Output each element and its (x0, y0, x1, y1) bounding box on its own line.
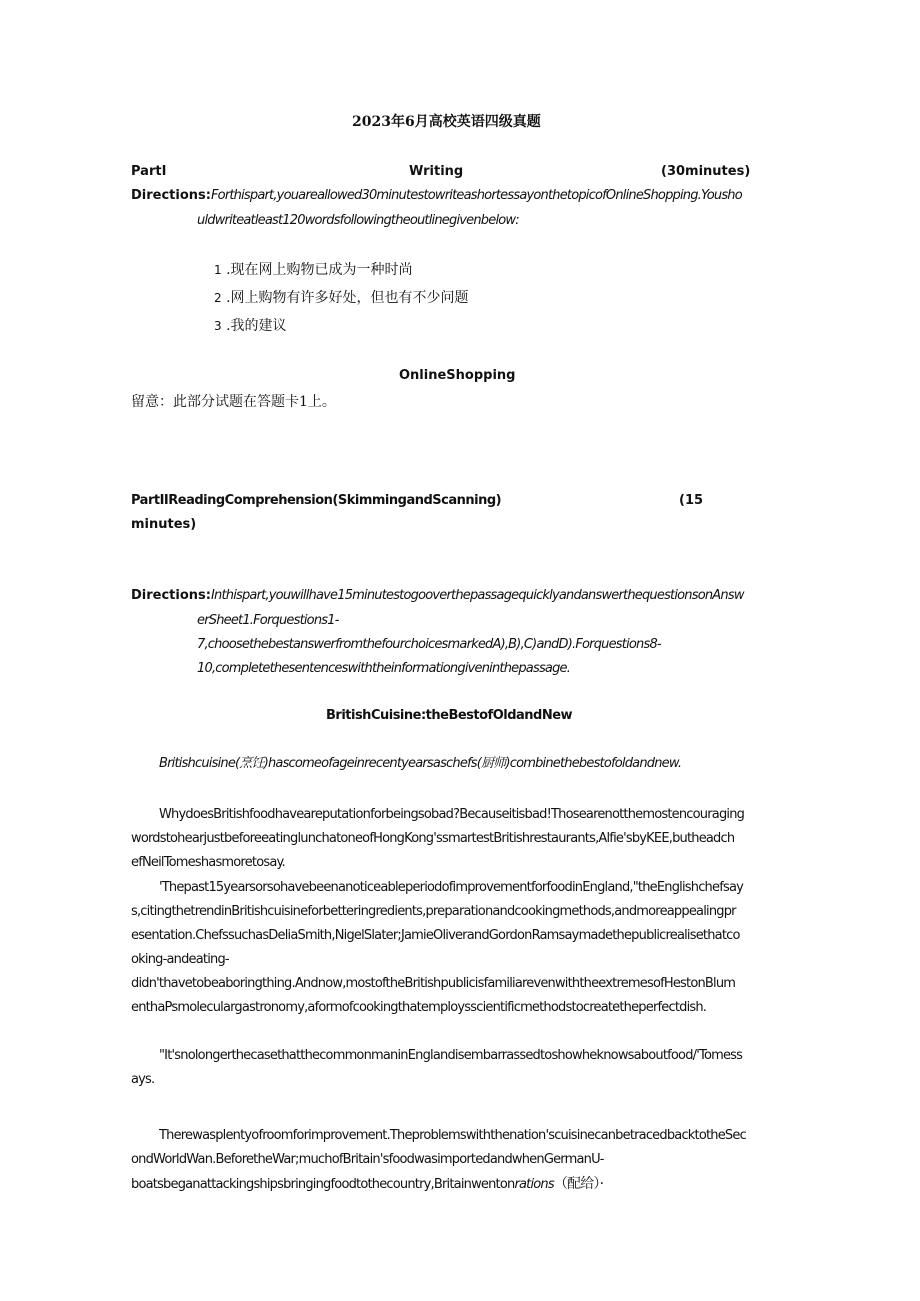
paragraph-2-line3: esentation.ChefssuchasDeliaSmith,NigelSlater;JamieOliverandGordonRamsaymadethepublicrealisethatco (131, 928, 740, 943)
part1-section: Writing (409, 164, 464, 179)
outline-num: 1 (214, 263, 222, 277)
outline-text: .现在网上购物已成为一种时尚 (226, 262, 413, 278)
part2-time-a: (15 (679, 493, 704, 508)
part1-directions-line2: uldwriteatleast120wordsfollowingtheoutlinegivenbelow: (197, 213, 519, 228)
outline-item-1 (214, 258, 413, 282)
passage-subtitle: Britishcuisine(烹饪)hascomeofageinrecentyearsaschefs(厨师)combinethebestofoldandnew. (159, 756, 682, 771)
part1-time: (30minutes) (661, 164, 751, 179)
essay-title: OnlineShopping (399, 368, 516, 383)
part2-directions-line4: 10,completethesentenceswiththeinformationgiveninthepassage. (197, 661, 571, 676)
page-title: 2023年6月高校英语四级真题 (352, 114, 541, 130)
outline-num: 2 (214, 291, 222, 305)
paragraph-2-line1: 'Thepast15yearsorsohavebeenanoticeableperiodofimprovementforfoodinEngland,"theEnglishchefsay (159, 880, 743, 895)
outline-num: 3 (214, 319, 222, 333)
outline-text: .网上购物有许多好处，但也有不少问题 (226, 290, 469, 306)
paragraph-1-line3: efNeilTomeshasmoretosay. (131, 855, 285, 870)
outline-item-3 (214, 314, 287, 338)
paragraph-1-line1: WhydoesBritishfoodhaveareputationforbeingsobad?Becauseitisbad!Thosearenotthemostencouraging (159, 807, 745, 822)
part2-directions-line3: 7,choosethebestanswerfromthefourchoicesmarkedA),B),C)andD).Forquestions8- (197, 637, 661, 652)
paragraph-1-line2: wordstohearjustbeforeeatinglunchatoneofHongKong'ssmartestBritishrestaurants,Alfie'sbyKEE,butheadch (131, 831, 735, 846)
part1-label: PartI (131, 164, 167, 179)
paragraph-4-line2: ondWorldWan.BeforetheWar;muchofBritain'sfoodwasimportedandwhenGermanU- (131, 1152, 604, 1167)
paragraph-3-line2: ays. (131, 1072, 155, 1087)
part2-heading: PartIIReadingComprehension(SkimmingandScanning) (131, 493, 502, 508)
rations-gloss: （配给）· (553, 1176, 604, 1192)
paragraph-4-line1: Therewasplentyofroomforimprovement.Theproblemswiththenation'scuisinecanbetracedbacktotheSec (159, 1128, 746, 1143)
directions-text: Inthispart,youwillhave15minutestogooverthepassagequicklyandanswerthequestionsonAnsw (210, 588, 744, 603)
passage-title: BritishCuisine:theBestofOldandNew (326, 708, 573, 723)
paragraph-3-line1: "It'snolongerthecasethatthecommonmaninEnglandisembarrassedtoshowheknowsaboutfood/'Tomess (159, 1048, 743, 1063)
outline-item-2 (214, 286, 469, 310)
paragraph-4-line3 (131, 1172, 603, 1197)
outline-text: .我的建议 (226, 318, 287, 334)
directions-label: Directions: (131, 588, 211, 603)
part2-directions-line2: erSheet1.Forquestions1- (197, 613, 339, 628)
paragraph-2-line4: oking-andeating- (131, 952, 229, 967)
part2-directions-line1 (131, 584, 744, 608)
part1-directions-line1 (131, 184, 742, 208)
directions-label: Directions: (131, 188, 211, 203)
paragraph-2-line6: enthaPsmoleculargastronomy,aformofcookingthatemploysscientificmethodstocreatetheperfectdish. (131, 1000, 707, 1015)
rations-term: rations (514, 1177, 554, 1192)
answer-sheet-note: 留意：此部分试题在答题卡1上。 (131, 394, 336, 410)
part2-time-b: minutes) (131, 517, 197, 532)
paragraph-2-line2: s,citingthetrendinBritishcuisineforbetteringredients,preparationandcookingmethods,andmoreappealingpr (131, 904, 736, 919)
paragraph-4-text: boatsbeganattackingshipsbringingfoodtothecountry,Britainwenton (131, 1177, 515, 1192)
directions-text: Forthispart,youareallowed30minutestowriteashortessayonthetopicofOnlineShopping.Yousho (210, 188, 742, 203)
paragraph-2-line5: didn'thavetobeaboringthing.Andnow,mostoftheBritishpublicisfamiliarevenwiththeextremesofHestonBlum (131, 976, 736, 991)
